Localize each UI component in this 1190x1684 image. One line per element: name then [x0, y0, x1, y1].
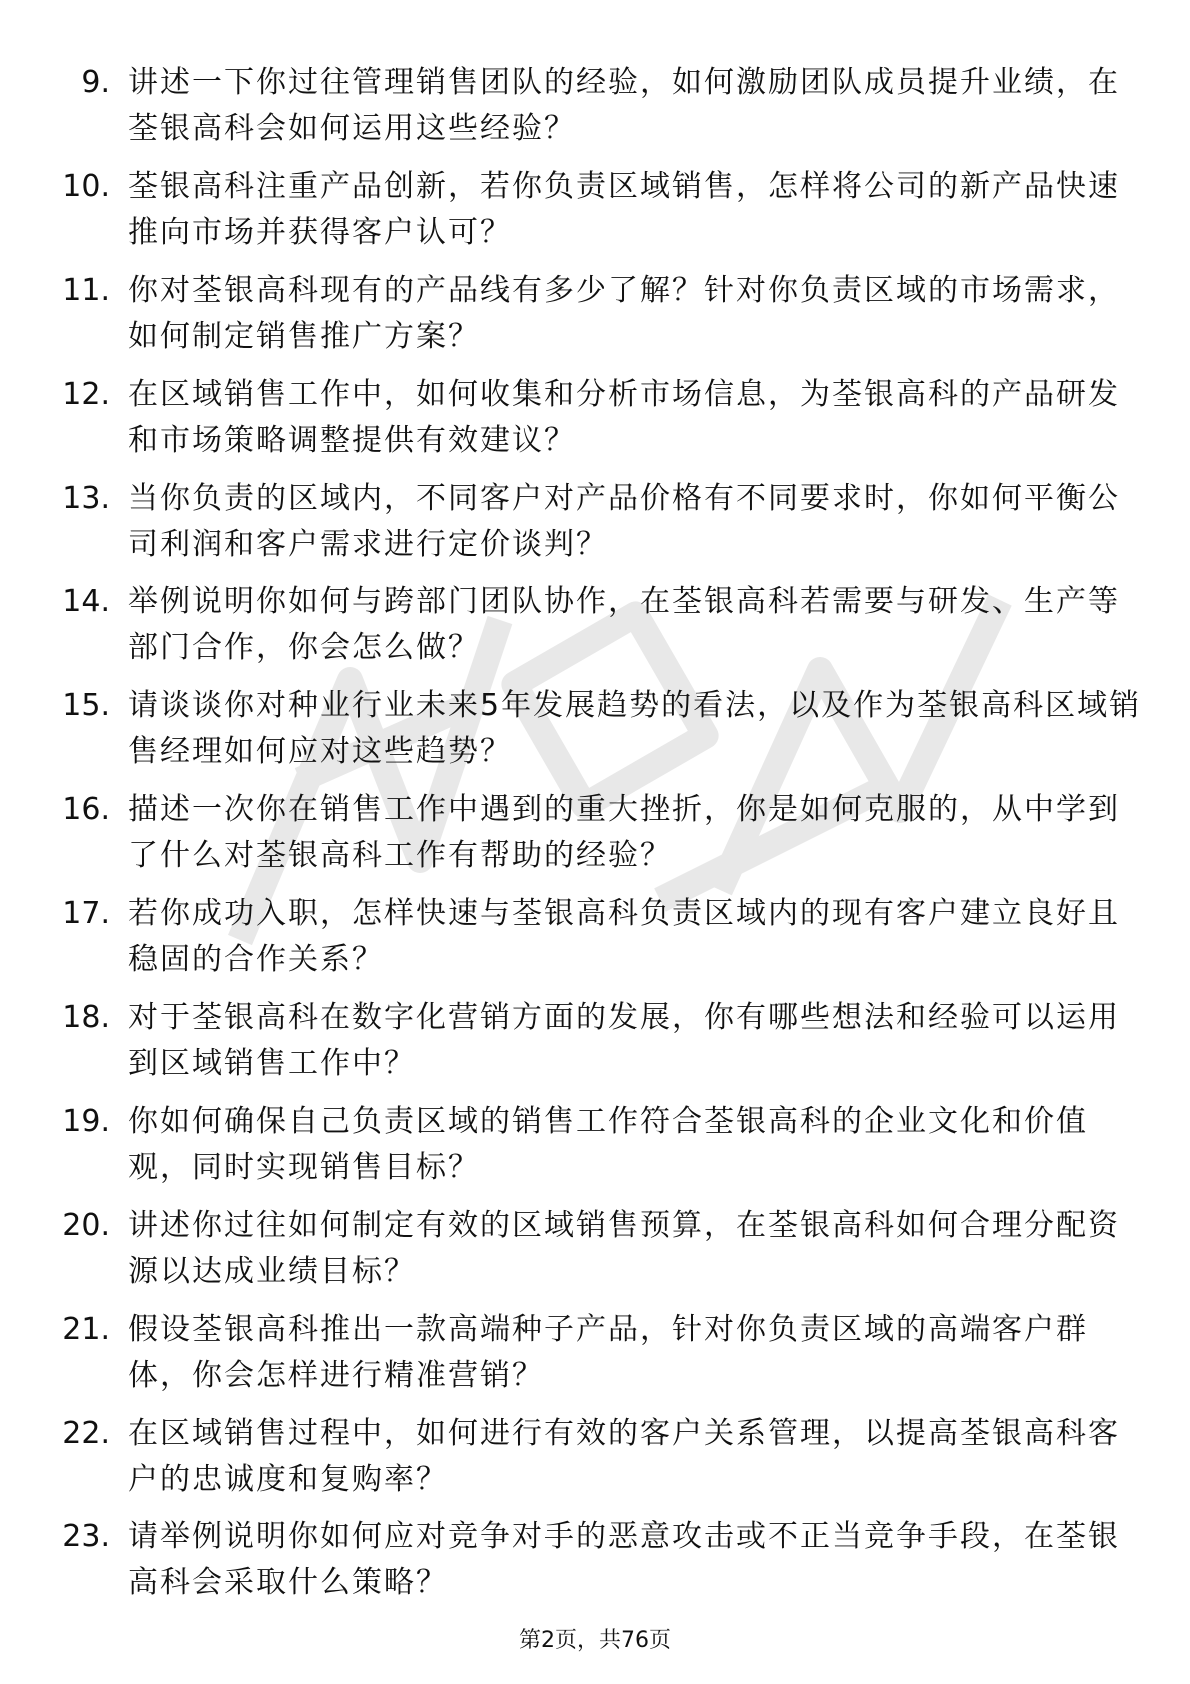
question-text: 对于荃银高科在数字化营销方面的发展，你有哪些想法和经验可以运用到区域销售工作中？ [128, 1000, 1120, 1082]
question-list [0, 48, 1190, 1606]
question-number: 22. [62, 1415, 110, 1451]
question-item [0, 152, 1190, 256]
question-item [0, 1087, 1190, 1191]
question-text: 若你成功入职，怎样快速与荃银高科负责区域内的现有客户建立良好且稳固的合作关系？ [128, 896, 1120, 978]
question-text: 描述一次你在销售工作中遇到的重大挫折，你是如何克服的，从中学到了什么对荃银高科工作有帮助的经验？ [128, 792, 1120, 874]
question-text: 假设荃银高科推出一款高端种子产品，针对你负责区域的高端客户群体，你会怎样进行精准营销？ [128, 1311, 1088, 1393]
question-text: 你如何确保自己负责区域的销售工作符合荃银高科的企业文化和价值观，同时实现销售目标？ [128, 1103, 1088, 1185]
question-number: 18. [62, 1000, 110, 1036]
question-text: 在区域销售过程中，如何进行有效的客户关系管理，以提高荃银高科客户的忠诚度和复购率？ [128, 1415, 1120, 1497]
question-item [0, 879, 1190, 983]
question-text: 请举例说明你如何应对竞争对手的恶意攻击或不正当竞争手段，在荃银高科会采取什么策略？ [128, 1519, 1120, 1601]
question-item [0, 1502, 1190, 1606]
question-item [0, 1399, 1190, 1503]
question-item [0, 1295, 1190, 1399]
question-item [0, 464, 1190, 568]
question-number: 23. [62, 1519, 110, 1555]
question-item [0, 48, 1190, 152]
question-item [0, 1191, 1190, 1295]
question-text: 在区域销售工作中，如何收集和分析市场信息，为荃银高科的产品研发和市场策略调整提供有效建议？ [128, 376, 1120, 458]
question-text: 举例说明你如何与跨部门团队协作，在荃银高科若需要与研发、生产等部门合作，你会怎么做？ [128, 584, 1120, 666]
question-number: 17. [62, 896, 110, 932]
question-number: 21. [62, 1311, 110, 1347]
question-number: 19. [62, 1103, 110, 1139]
question-item [0, 360, 1190, 464]
question-text: 你对荃银高科现有的产品线有多少了解？针对你负责区域的市场需求，如何制定销售推广方案？ [128, 272, 1120, 354]
question-number: 9. [81, 65, 110, 100]
question-item [0, 983, 1190, 1087]
question-item [0, 775, 1190, 879]
question-number: 10. [62, 168, 110, 204]
question-number: 12. [62, 376, 110, 412]
question-item [0, 256, 1190, 360]
question-number: 11. [62, 272, 110, 308]
question-text: 请谈谈你对种业行业未来5年发展趋势的看法，以及作为荃银高科区域销售经理如何应对这些趋势？ [128, 688, 1142, 770]
page-number-label: 第2页，共76页 [519, 1628, 671, 1653]
question-item [0, 671, 1190, 775]
question-number: 13. [62, 480, 110, 516]
question-text: 讲述一下你过往管理销售团队的经验，如何激励团队成员提升业绩，在荃银高科会如何运用这些经验？ [128, 65, 1120, 146]
question-number: 16. [62, 792, 110, 828]
page-footer [0, 1623, 1190, 1654]
question-text: 当你负责的区域内，不同客户对产品价格有不同要求时，你如何平衡公司利润和客户需求进行定价谈判？ [128, 480, 1120, 562]
question-text: 荃银高科注重产品创新，若你负责区域销售，怎样将公司的新产品快速推向市场并获得客户认可？ [128, 168, 1120, 250]
question-number: 20. [62, 1207, 110, 1243]
question-number: 15. [62, 688, 110, 724]
question-number: 14. [62, 584, 110, 620]
question-item [0, 567, 1190, 671]
question-text: 讲述你过往如何制定有效的区域销售预算，在荃银高科如何合理分配资源以达成业绩目标？ [128, 1207, 1120, 1289]
